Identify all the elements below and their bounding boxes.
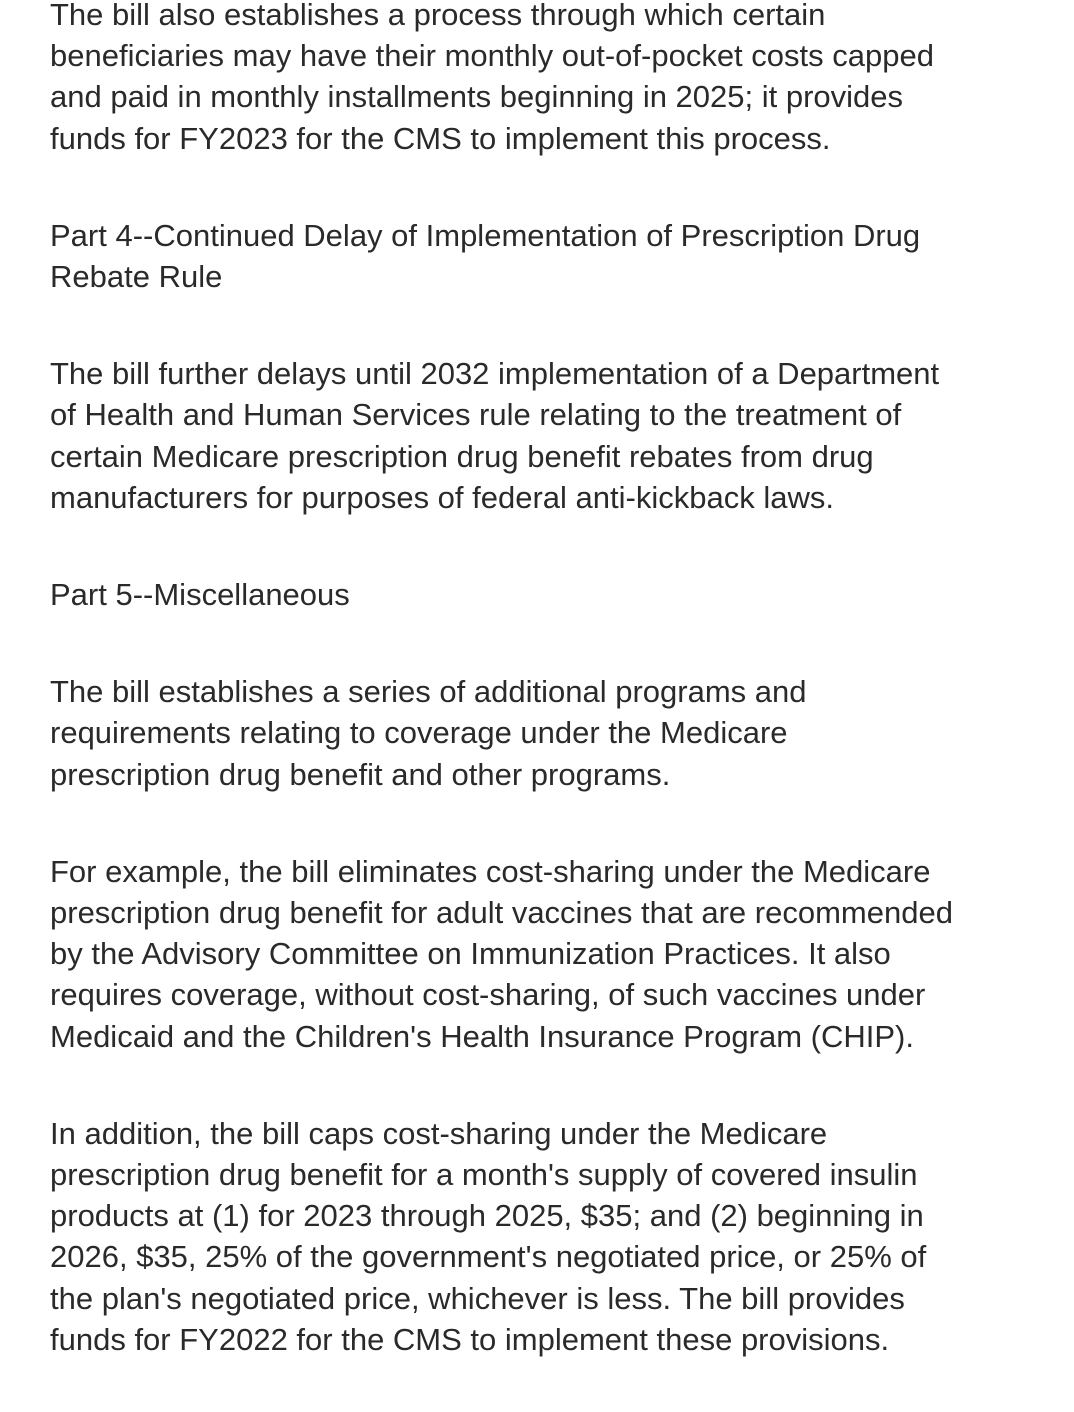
- paragraph-insulin-cap: In addition, the bill caps cost-sharing under the Medicare prescription drug benefit for a month's supply of covered insulin products at (1) for 2023 through 2025, $35; and (2) beginning in 2026, $35, 25% of the government's negotiated price, or 25% of the plan's negotiated price, whichever is less. The bill provides funds for FY2022 for the CMS to implement these provisions.: [50, 1115, 927, 1357]
- paragraph-vaccines: For example, the bill eliminates cost-sharing under the Medicare prescription drug benefit for adult vaccines that are recommended by the Advisory Committee on Immunization Practices. It also requires coverage, without cost-sharing, of such vaccines under Medicaid and the Children's Health Insurance Program (CHIP).: [50, 853, 953, 1054]
- heading-part-5: Part 5--Miscellaneous: [50, 577, 350, 613]
- paragraph-payment-cap: The bill also establishes a process through which certain beneficiaries may have their monthly out-of-pocket costs capped and paid in monthly installments beginning in 2025; it provides funds for FY2023 for the CMS to implement this process.: [50, 0, 934, 156]
- paragraph-additional-programs: The bill establishes a series of additional programs and requirements relating to coverage under the Medicare prescription drug benefit and other programs.: [50, 674, 807, 792]
- heading-part-4: Part 4--Continued Delay of Implementation of Prescription Drug Rebate Rule: [50, 217, 921, 295]
- paragraph-rebate-rule-delay: The bill further delays until 2032 implementation of a Department of Health and Human Services rule relating to the treatment of certain Medicare prescription drug benefit rebates from drug manufacturers for purposes of federal anti-kickback laws.: [50, 356, 940, 515]
- document-body: [50, 0, 1050, 1360]
